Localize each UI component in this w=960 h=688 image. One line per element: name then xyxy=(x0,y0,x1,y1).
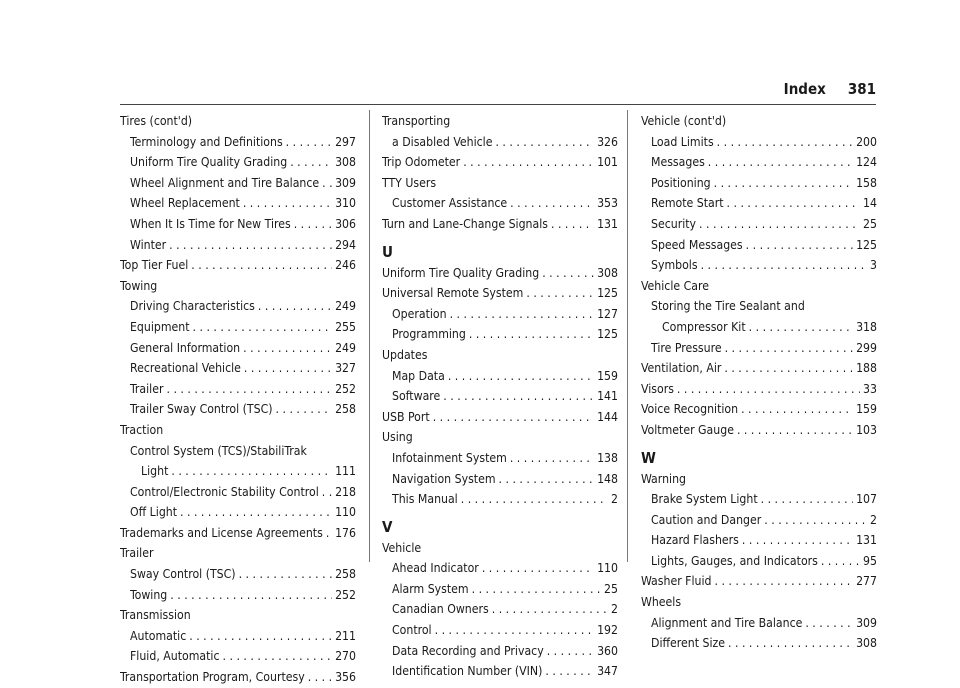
dot-leader xyxy=(510,193,594,214)
index-page-number: 125 xyxy=(597,286,618,301)
index-page-number: 353 xyxy=(597,196,618,211)
index-entry-text: TTY Users xyxy=(382,175,437,190)
dot-leader xyxy=(805,613,853,634)
dot-leader xyxy=(492,599,608,620)
dot-leader xyxy=(166,379,332,400)
index-entry[interactable] xyxy=(120,235,356,256)
index-entry-text: Data Recording and Privacy xyxy=(392,643,544,658)
index-heading xyxy=(641,296,877,317)
index-heading xyxy=(382,345,618,366)
index-page-number: 14 xyxy=(863,196,877,211)
index-entry-text: Automatic xyxy=(130,628,187,643)
index-entry-text: Infotainment System xyxy=(392,450,507,465)
index-entry-text: This Manual xyxy=(392,492,458,507)
index-page-number: 249 xyxy=(335,299,356,314)
index-entry[interactable] xyxy=(641,613,877,634)
index-page-number: 252 xyxy=(335,587,356,602)
index-entry[interactable] xyxy=(120,585,356,606)
index-entry[interactable] xyxy=(120,379,356,400)
index-entry[interactable] xyxy=(641,420,877,441)
index-entry[interactable] xyxy=(382,469,618,490)
index-entry[interactable] xyxy=(641,530,877,551)
index-page-number: 326 xyxy=(597,134,618,149)
index-entry-text: Universal Remote System xyxy=(382,286,524,301)
index-page-number: 246 xyxy=(335,258,356,273)
dot-leader xyxy=(746,235,853,256)
dot-leader xyxy=(724,358,853,379)
dot-leader xyxy=(322,173,332,194)
index-heading xyxy=(382,173,618,194)
index-entry[interactable] xyxy=(120,482,356,503)
index-entry-text: Load Limits xyxy=(651,134,714,149)
index-page-number: 270 xyxy=(335,649,356,664)
index-entry[interactable] xyxy=(382,620,618,641)
index-entry[interactable] xyxy=(382,641,618,662)
section-title: Index xyxy=(783,80,826,98)
index-page-number: 249 xyxy=(335,340,356,355)
index-entry[interactable] xyxy=(641,214,877,235)
index-page-number: 125 xyxy=(856,237,877,252)
index-page-number: 277 xyxy=(856,574,877,589)
index-entry-text: Storing the Tire Sealant and xyxy=(651,299,805,314)
index-page-number: 356 xyxy=(335,670,356,685)
index-entry[interactable] xyxy=(641,510,877,531)
dot-leader xyxy=(191,255,332,276)
index-page-number: 258 xyxy=(335,567,356,582)
index-entry[interactable] xyxy=(382,489,618,510)
dot-leader xyxy=(761,489,853,510)
index-page-number: 148 xyxy=(597,471,618,486)
index-entry-text: Map Data xyxy=(392,368,445,383)
dot-leader xyxy=(322,482,332,503)
index-entry-text: Control System (TCS)/StabiliTrak xyxy=(130,443,307,458)
index-entry-text: Off Light xyxy=(130,505,178,520)
index-entry[interactable] xyxy=(120,132,356,153)
dot-leader xyxy=(223,646,333,667)
dot-leader xyxy=(469,324,594,345)
dot-leader xyxy=(482,558,594,579)
dot-leader xyxy=(243,338,332,359)
index-page-number: 309 xyxy=(856,615,877,630)
index-entry-text: Positioning xyxy=(651,175,711,190)
index-entry[interactable] xyxy=(382,324,618,345)
dot-leader xyxy=(461,489,608,510)
index-entry[interactable] xyxy=(120,523,356,544)
index-entry[interactable] xyxy=(120,626,356,647)
index-entry[interactable] xyxy=(120,564,356,585)
index-entry[interactable] xyxy=(120,317,356,338)
index-entry-text: Driving Characteristics xyxy=(130,299,255,314)
dot-leader xyxy=(450,304,594,325)
index-page-number: 144 xyxy=(597,409,618,424)
dot-leader xyxy=(725,338,853,359)
dot-leader xyxy=(170,585,332,606)
index-entry-text: Uniform Tire Quality Grading xyxy=(130,155,288,170)
index-entry[interactable] xyxy=(120,173,356,194)
index-entry-text: Winter xyxy=(130,237,167,252)
index-entry-text: Alignment and Tire Balance xyxy=(651,615,803,630)
index-entry[interactable] xyxy=(641,338,877,359)
index-entry-text: Tires (cont'd) xyxy=(120,114,193,128)
index-entry[interactable] xyxy=(382,661,618,682)
index-entry-text: USB Port xyxy=(382,409,430,424)
index-entry[interactable] xyxy=(120,646,356,667)
dot-leader xyxy=(448,366,594,387)
dot-leader xyxy=(701,255,867,276)
index-entry-text: Warning xyxy=(641,471,686,486)
index-entry-text: Washer Fluid xyxy=(641,574,712,589)
index-heading xyxy=(641,111,877,132)
index-page-number: 297 xyxy=(335,134,356,149)
index-heading xyxy=(641,469,877,490)
dot-leader xyxy=(290,152,332,173)
dot-leader xyxy=(749,317,853,338)
index-entry-text: Software xyxy=(392,389,441,404)
index-entry-text: Voltmeter Gauge xyxy=(641,422,734,437)
dot-leader xyxy=(433,407,594,428)
index-entry-text: Hazard Flashers xyxy=(651,533,739,548)
index-entry[interactable] xyxy=(382,448,618,469)
index-entry-text: Brake System Light xyxy=(651,492,758,507)
index-entry[interactable] xyxy=(120,358,356,379)
index-page-number: 125 xyxy=(597,327,618,342)
index-entry[interactable] xyxy=(120,296,356,317)
index-entry-text: General Information xyxy=(130,340,241,355)
column-divider-1 xyxy=(369,110,370,562)
dot-leader xyxy=(547,641,594,662)
dot-leader xyxy=(180,502,332,523)
dot-leader xyxy=(821,551,860,572)
index-page-number: 258 xyxy=(335,402,356,417)
index-entry-text: Wheel Alignment and Tire Balance xyxy=(130,175,320,190)
index-entry-text: Voice Recognition xyxy=(641,402,739,417)
index-entry-text: Different Size xyxy=(651,636,726,651)
index-entry-text: Control xyxy=(392,623,432,638)
index-entry-text: Security xyxy=(651,216,697,231)
index-entry[interactable] xyxy=(382,558,618,579)
index-heading xyxy=(120,543,356,564)
index-page-number: 131 xyxy=(856,533,877,548)
index-entry-text: Trip Odometer xyxy=(382,155,461,170)
index-entry[interactable] xyxy=(641,633,877,654)
index-entry-text: Symbols xyxy=(651,258,698,273)
index-page-number: 127 xyxy=(597,306,618,321)
dot-leader xyxy=(708,152,853,173)
index-page-number: 103 xyxy=(856,422,877,437)
index-entry-text: Transportation Program, Courtesy xyxy=(120,670,305,685)
index-entry[interactable] xyxy=(641,571,877,592)
index-entry-text: Ahead Indicator xyxy=(392,561,479,576)
index-page-number: 2 xyxy=(611,492,618,507)
index-column-2 xyxy=(382,111,618,682)
column-divider-2 xyxy=(627,110,628,562)
index-entry[interactable] xyxy=(382,132,618,153)
index-page-number: 327 xyxy=(335,361,356,376)
index-entry-text: Programming xyxy=(392,327,466,342)
index-entry-text: Trailer Sway Control (TSC) xyxy=(130,402,273,417)
dot-leader xyxy=(463,152,594,173)
index-entry[interactable] xyxy=(382,386,618,407)
index-entry-text: Fluid, Automatic xyxy=(130,649,220,664)
dot-leader xyxy=(258,296,332,317)
index-entry-text: Terminology and Definitions xyxy=(130,134,283,149)
index-entry[interactable] xyxy=(120,461,356,482)
index-entry[interactable] xyxy=(641,489,877,510)
index-entry-text: Control/Electronic Stability Control xyxy=(130,484,319,499)
index-entry[interactable] xyxy=(120,255,356,276)
index-page-number: 218 xyxy=(335,484,356,499)
dot-leader xyxy=(169,235,332,256)
dot-leader xyxy=(308,667,332,688)
dot-leader xyxy=(244,358,332,379)
dot-leader xyxy=(276,399,333,420)
index-heading xyxy=(120,111,356,132)
index-entry[interactable] xyxy=(120,399,356,420)
index-entry[interactable] xyxy=(382,579,618,600)
index-page-number: 309 xyxy=(335,175,356,190)
index-entry[interactable] xyxy=(382,599,618,620)
dot-leader xyxy=(699,214,860,235)
index-entry-text: Equipment xyxy=(130,319,190,334)
index-entry[interactable] xyxy=(641,379,877,400)
dot-leader xyxy=(737,420,853,441)
index-entry[interactable] xyxy=(382,214,618,235)
index-entry-text: Transmission xyxy=(120,608,191,623)
dot-leader xyxy=(189,626,332,647)
index-entry[interactable] xyxy=(641,193,877,214)
dot-leader xyxy=(545,661,594,682)
index-entry-text: When It Is Time for New Tires xyxy=(130,216,291,231)
index-entry-text: Speed Messages xyxy=(651,237,743,252)
dot-leader xyxy=(286,132,332,153)
index-entry-text: Compressor Kit xyxy=(662,319,746,334)
dot-leader xyxy=(542,263,594,284)
index-entry[interactable] xyxy=(382,407,618,428)
index-entry-text: Messages xyxy=(651,155,705,170)
index-entry[interactable] xyxy=(120,214,356,235)
index-column-3 xyxy=(641,111,877,654)
index-page-number: 308 xyxy=(856,636,877,651)
dot-leader xyxy=(764,510,867,531)
index-entry-text: Vehicle (cont'd) xyxy=(641,114,727,128)
index-heading xyxy=(641,276,877,297)
index-entry[interactable] xyxy=(120,338,356,359)
index-entry-text: Top Tier Fuel xyxy=(120,258,189,273)
index-heading xyxy=(120,441,356,462)
dot-leader xyxy=(742,530,853,551)
dot-leader xyxy=(741,399,853,420)
index-page-number: 159 xyxy=(856,402,877,417)
index-page-number: 176 xyxy=(335,525,356,540)
index-page-number: 318 xyxy=(856,319,877,334)
dot-leader xyxy=(510,448,594,469)
index-page-number: 308 xyxy=(335,155,356,170)
index-entry-text: Caution and Danger xyxy=(651,512,762,527)
index-entry-text: Visors xyxy=(641,381,674,396)
index-entry-text: Vehicle Care xyxy=(641,278,709,293)
index-page-number: 192 xyxy=(597,623,618,638)
dot-leader xyxy=(294,214,332,235)
dot-leader xyxy=(677,379,860,400)
index-entry[interactable] xyxy=(382,193,618,214)
index-page-number: 33 xyxy=(863,381,877,396)
dot-leader xyxy=(326,523,332,544)
index-heading xyxy=(120,420,356,441)
index-entry-text: Light xyxy=(141,464,169,479)
index-entry[interactable] xyxy=(120,152,356,173)
index-entry[interactable] xyxy=(382,283,618,304)
index-page-number: 101 xyxy=(597,155,618,170)
index-entry[interactable] xyxy=(641,358,877,379)
index-page-number: 95 xyxy=(863,553,877,568)
index-letter-heading: W xyxy=(641,448,656,467)
index-entry[interactable] xyxy=(382,152,618,173)
index-entry-text: Uniform Tire Quality Grading xyxy=(382,265,540,280)
index-entry[interactable] xyxy=(641,132,877,153)
index-entry-text: Tire Pressure xyxy=(651,340,722,355)
index-page-number: 131 xyxy=(597,216,618,231)
index-page-number: 294 xyxy=(335,237,356,252)
index-entry[interactable] xyxy=(641,399,877,420)
index-page-number: 299 xyxy=(856,340,877,355)
index-entry-text: a Disabled Vehicle xyxy=(392,134,493,149)
dot-leader xyxy=(728,633,853,654)
dot-leader xyxy=(715,571,854,592)
index-page-number: 107 xyxy=(856,492,877,507)
index-heading xyxy=(382,538,618,559)
index-entry-text: Using xyxy=(382,430,413,445)
index-entry-text: Lights, Gauges, and Indicators xyxy=(651,553,818,568)
index-page-number: 25 xyxy=(604,581,618,596)
index-page-number: 110 xyxy=(597,561,618,576)
index-entry-text: Transporting xyxy=(382,114,451,128)
index-column-1 xyxy=(120,111,356,688)
header-divider xyxy=(120,104,876,105)
dot-leader xyxy=(727,193,861,214)
dot-leader xyxy=(717,132,853,153)
index-letter-heading: V xyxy=(382,517,393,536)
index-page-number: 138 xyxy=(597,450,618,465)
index-page-number: 110 xyxy=(335,505,356,520)
index-page-number: 252 xyxy=(335,381,356,396)
index-entry-text: Navigation System xyxy=(392,471,496,486)
dot-leader xyxy=(495,132,594,153)
index-entry-text: Sway Control (TSC) xyxy=(130,567,236,582)
index-entry-text: Ventilation, Air xyxy=(641,361,722,376)
index-entry-text: Vehicle xyxy=(382,540,422,555)
index-page-number: 211 xyxy=(335,628,356,643)
index-entry-text: Towing xyxy=(130,587,168,602)
index-entry[interactable] xyxy=(641,173,877,194)
index-entry-text: Traction xyxy=(120,422,164,437)
dot-leader xyxy=(193,317,333,338)
dot-leader xyxy=(499,469,595,490)
index-entry[interactable] xyxy=(382,263,618,284)
page-number: 381 xyxy=(847,80,876,98)
index-entry-text: Wheel Replacement xyxy=(130,196,240,211)
index-page-number: 200 xyxy=(856,134,877,149)
index-page-number: 25 xyxy=(863,216,877,231)
index-entry-text: Recreational Vehicle xyxy=(130,361,241,376)
index-page-number: 2 xyxy=(611,602,618,617)
index-entry[interactable] xyxy=(120,667,356,688)
dot-leader xyxy=(714,173,853,194)
index-entry-text: Trailer xyxy=(120,546,154,561)
index-page-number: 188 xyxy=(856,361,877,376)
index-entry[interactable] xyxy=(120,502,356,523)
index-entry[interactable] xyxy=(382,304,618,325)
index-entry[interactable] xyxy=(641,152,877,173)
index-page-number: 310 xyxy=(335,196,356,211)
index-page-number: 347 xyxy=(597,664,618,679)
dot-leader xyxy=(243,193,332,214)
index-entry-text: Operation xyxy=(392,306,447,321)
index-entry-text: Remote Start xyxy=(651,196,724,211)
dot-leader xyxy=(239,564,332,585)
index-entry[interactable] xyxy=(641,255,877,276)
index-heading xyxy=(120,605,356,626)
index-heading xyxy=(382,427,618,448)
index-entry[interactable] xyxy=(641,551,877,572)
index-page-number: 158 xyxy=(856,175,877,190)
index-heading xyxy=(120,276,356,297)
index-entry-text: Identification Number (VIN) xyxy=(392,664,543,679)
index-entry[interactable] xyxy=(120,193,356,214)
index-page-number: 2 xyxy=(870,512,877,527)
index-page-number: 360 xyxy=(597,643,618,658)
index-page-number: 3 xyxy=(870,258,877,273)
dot-leader xyxy=(171,461,332,482)
dot-leader xyxy=(472,579,601,600)
index-entry[interactable] xyxy=(382,366,618,387)
index-page-number: 306 xyxy=(335,216,356,231)
index-page-number: 308 xyxy=(597,265,618,280)
index-page-number: 141 xyxy=(597,389,618,404)
dot-leader xyxy=(526,283,594,304)
index-entry-text: Alarm System xyxy=(392,581,469,596)
index-entry-text: Customer Assistance xyxy=(392,196,508,211)
index-page-number: 159 xyxy=(597,368,618,383)
index-letter-heading: U xyxy=(382,242,393,261)
index-page-number: 124 xyxy=(856,155,877,170)
index-page-number: 255 xyxy=(335,319,356,334)
index-heading xyxy=(382,111,618,132)
index-entry[interactable] xyxy=(641,317,877,338)
index-entry-text: Towing xyxy=(120,278,158,293)
index-page-number: 111 xyxy=(335,464,356,479)
page-header xyxy=(120,80,876,98)
index-entry-text: Trailer xyxy=(130,381,164,396)
index-heading xyxy=(641,592,877,613)
index-entry-text: Trademarks and License Agreements xyxy=(120,525,323,540)
index-entry-text: Updates xyxy=(382,347,428,362)
dot-leader xyxy=(551,214,594,235)
index-entry-text: Wheels xyxy=(641,595,682,610)
dot-leader xyxy=(435,620,594,641)
index-entry-text: Canadian Owners xyxy=(392,602,489,617)
dot-leader xyxy=(443,386,594,407)
index-entry[interactable] xyxy=(641,235,877,256)
index-entry-text: Turn and Lane-Change Signals xyxy=(382,216,548,231)
